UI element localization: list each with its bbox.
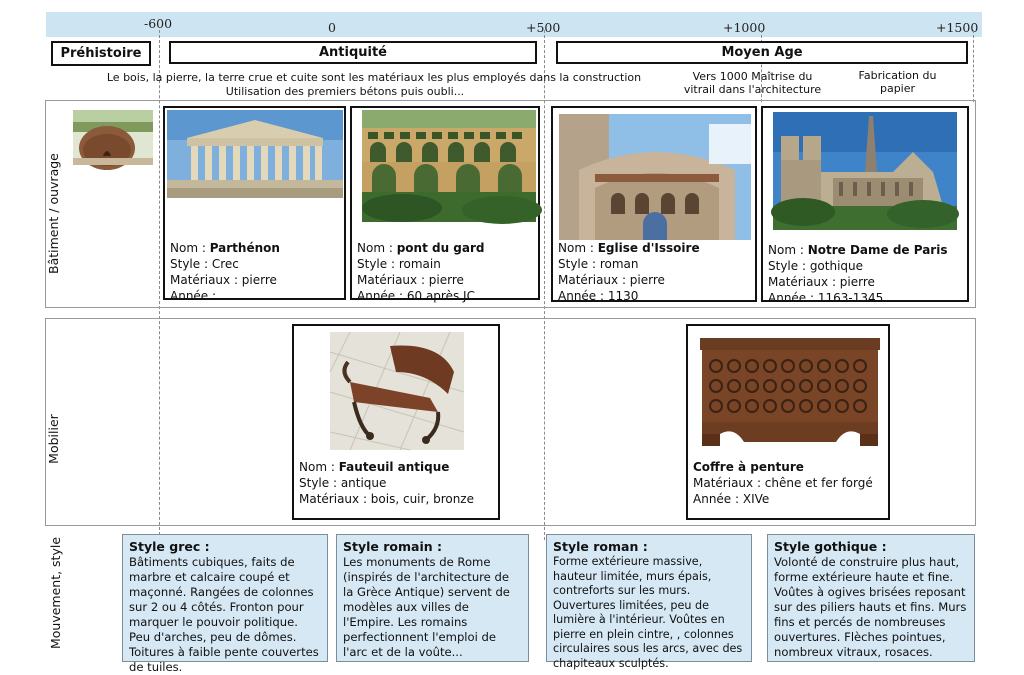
- pont-du-gard-materials: Matériaux : pierre: [357, 273, 464, 287]
- eglise-issoire-name: Nom : Eglise d'Issoire: [558, 241, 700, 255]
- note-paper: Fabrication du papier: [858, 69, 937, 95]
- timeline-axis: [46, 12, 982, 37]
- parthenon-name: Nom : Parthénon: [170, 241, 280, 255]
- pont-du-gard-name: Nom : pont du gard: [357, 241, 485, 255]
- tick-0: 0: [328, 20, 336, 35]
- fauteuil-photo: [330, 332, 464, 450]
- style-box-romanesque: Style roman : Forme extérieure massive, hauteur limitée, murs épais, contreforts sur les murs. Ouvertures limitées, peu de lumière à l'intérieur. Voûtes en pierre en plein cintre, , colonnes circulaires sous les arcs, avec des chapiteaux sculptés.: [546, 534, 752, 662]
- coffre-name: Coffre à penture: [693, 460, 804, 474]
- eglise-issoire-year: Année : 1130: [558, 289, 639, 303]
- coffre-year: Année : XIVe: [693, 492, 770, 506]
- pont-du-gard-photo: [362, 110, 536, 222]
- parthenon-style: Style : Crec: [170, 257, 239, 271]
- note-concrete: Utilisation des premiers bétons puis oubli...: [225, 85, 465, 98]
- parthenon-photo: [167, 110, 343, 198]
- tick-plus-1000: +1000: [723, 20, 766, 35]
- coffre-materials: Matériaux : chêne et fer forgé: [693, 476, 873, 490]
- notre-dame-year: Année : 1163-1345: [768, 291, 884, 305]
- row-label-furniture: Mobilier: [46, 414, 61, 464]
- notre-dame-photo: [773, 112, 957, 230]
- parthenon-year: Année :: [170, 289, 217, 303]
- fauteuil-name: Nom : Fauteuil antique: [299, 460, 450, 474]
- period-middle-ages: Moyen Age: [556, 41, 968, 64]
- style-box-roman-empire: Style romain : Les monuments de Rome (inspirés de l'architecture de la Grèce Antique) servent de modèles aux villes de l'Empire. Les romains perfectionnent l'emploi de l'arc et de la voûte...: [336, 534, 529, 662]
- fauteuil-materials: Matériaux : bois, cuir, bronze: [299, 492, 474, 506]
- eglise-issoire-materials: Matériaux : pierre: [558, 273, 665, 287]
- tick-plus-1500: +1500: [936, 20, 979, 35]
- notre-dame-materials: Matériaux : pierre: [768, 275, 875, 289]
- row-label-movement: Mouvement, style: [48, 536, 63, 650]
- card-notre-dame: [761, 106, 969, 305]
- divider-plus-1500: [973, 30, 974, 102]
- style-box-gothic: Style gothique : Volonté de construire plus haut, forme extérieure haute et fine. Voûtes à ogives brisées reposant sur des piliers hauts et fins. Murs fins et percés de nombreuses ouvertures. Flèches pointues, nombreux vitraux, rosaces.: [767, 534, 975, 662]
- coffre-photo: [696, 334, 884, 448]
- eglise-issoire-photo: [559, 114, 751, 240]
- card-eglise-issoire: [551, 106, 757, 302]
- tick-plus-500: +500: [526, 20, 561, 35]
- pont-du-gard-year: Année : 60 après JC: [357, 289, 475, 303]
- period-prehistory: Préhistoire: [51, 41, 151, 66]
- fauteuil-style: Style : antique: [299, 476, 387, 490]
- card-parthenon: [163, 106, 346, 303]
- notre-dame-name: Nom : Notre Dame de Paris: [768, 243, 948, 257]
- notre-dame-style: Style : gothique: [768, 259, 864, 273]
- note-stained-glass: Vers 1000 Maîtrise du vitrail dans l'architecture: [683, 70, 822, 96]
- parthenon-materials: Matériaux : pierre: [170, 273, 277, 287]
- pont-du-gard-style: Style : romain: [357, 257, 441, 271]
- tick-minus-600: -600: [144, 16, 173, 31]
- note-materials: Le bois, la pierre, la terre crue et cuite sont les matériaux les plus employés dans la construction: [106, 71, 642, 84]
- card-fauteuil: [292, 324, 500, 520]
- prehistoric-hut-photo: [73, 110, 153, 165]
- eglise-issoire-style: Style : roman: [558, 257, 639, 271]
- card-pont-du-gard: [350, 106, 540, 303]
- period-antiquity: Antiquité: [169, 41, 537, 64]
- card-coffre: [686, 324, 890, 520]
- row-label-buildings: Bâtiment / ouvrage: [46, 153, 61, 274]
- style-box-greek: Style grec : Bâtiments cubiques, faits de marbre et calcaire coupé et maçonné. Rangées de colonnes sur 2 ou 4 côtés. Fronton pour marquer le pouvoir politique. Peu d'arches, peu de dômes. Toitures à faible pente couvertes de tuiles.: [122, 534, 328, 662]
